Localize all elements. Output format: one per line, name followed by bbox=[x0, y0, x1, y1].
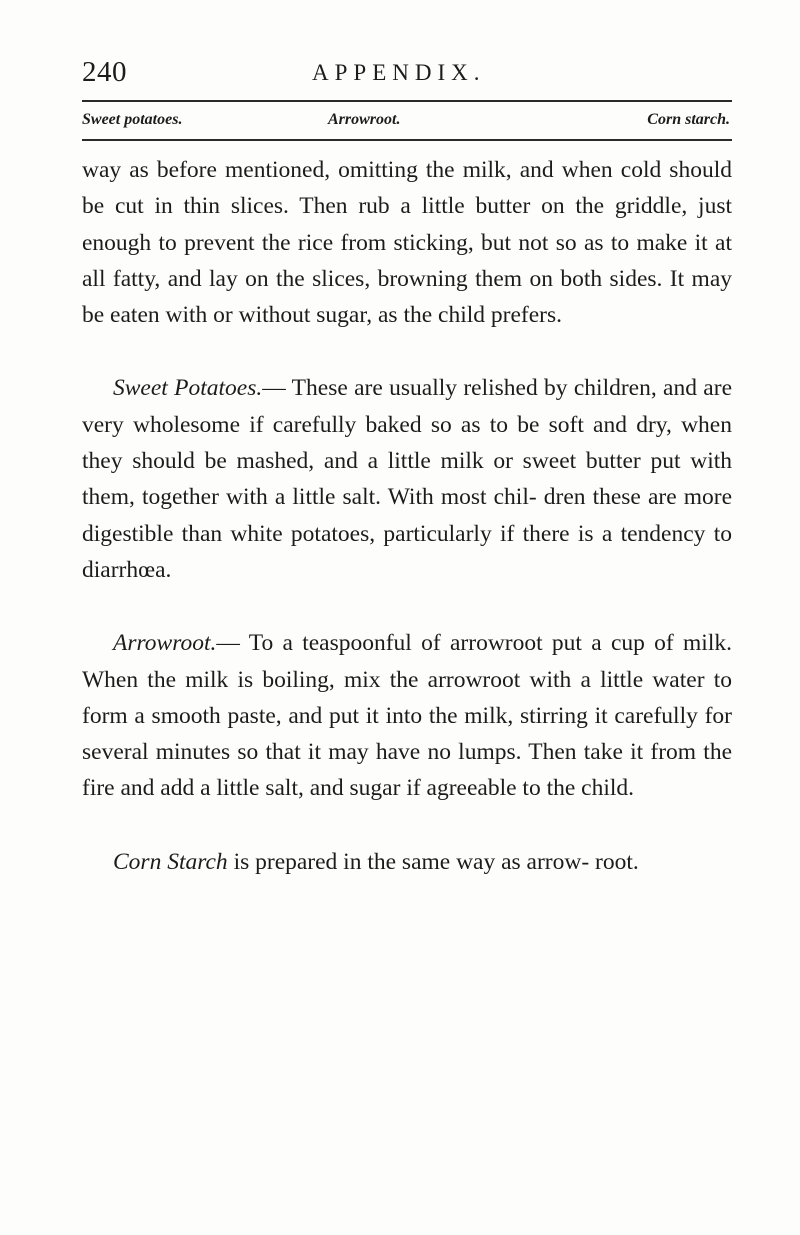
header-rule-top bbox=[82, 100, 732, 102]
paragraph-text-corn-starch: is prepared in the same way as arrow- root. bbox=[227, 848, 639, 875]
catchwords bbox=[82, 107, 732, 135]
paragraph-sweet-potatoes bbox=[82, 370, 732, 588]
running-head bbox=[82, 56, 732, 96]
page-number: 240 bbox=[82, 56, 127, 88]
run-in-heading-corn-starch: Corn Starch bbox=[113, 848, 228, 875]
catchword-right: Corn starch. bbox=[647, 111, 730, 128]
run-in-heading-sweet-potatoes: Sweet Potatoes. bbox=[113, 375, 263, 402]
run-in-heading-arrowroot: Arrowroot. bbox=[113, 630, 217, 657]
page-title: APPENDIX. bbox=[312, 60, 486, 85]
paragraph-corn-starch bbox=[82, 844, 732, 880]
header-rule-bottom bbox=[82, 139, 732, 141]
paragraph-rice-continuation: way as before mentioned, omitting the milk, and when cold should be cut in thin slices. Then rub a little butter on the griddle, just enough to prevent the rice from sticking, but not so as to make it at all fatty, and lay on the slices, browning them on both sides. It may be eaten with or without sugar, as the child prefers. bbox=[82, 157, 732, 329]
paragraph-text-arrowroot: — To a teaspoonful of arrowroot put a cup of milk. When the milk is boiling, mix the arrowroot with a little water to form a smooth paste, and put it into the milk, stirring it carefully for several minutes so that it may have no lumps. Then take it from the fire and add a little salt, and sugar if agreeable to the child. bbox=[82, 630, 732, 802]
catchword-left: Sweet potatoes. bbox=[82, 111, 183, 128]
catchword-middle: Arrowroot. bbox=[328, 111, 401, 128]
paragraph-arrowroot bbox=[82, 625, 732, 806]
paragraph-text-sweet-potatoes: — These are usually relished by children, and are very wholesome if carefully baked so as to be soft and dry, when they should be mashed, and a little milk or sweet butter put with them, together with a little salt. With most chil- dren these are more digestible than white potatoes, particularly if there is a tendency to diarrhœa. bbox=[82, 375, 732, 583]
body-text bbox=[82, 152, 732, 880]
